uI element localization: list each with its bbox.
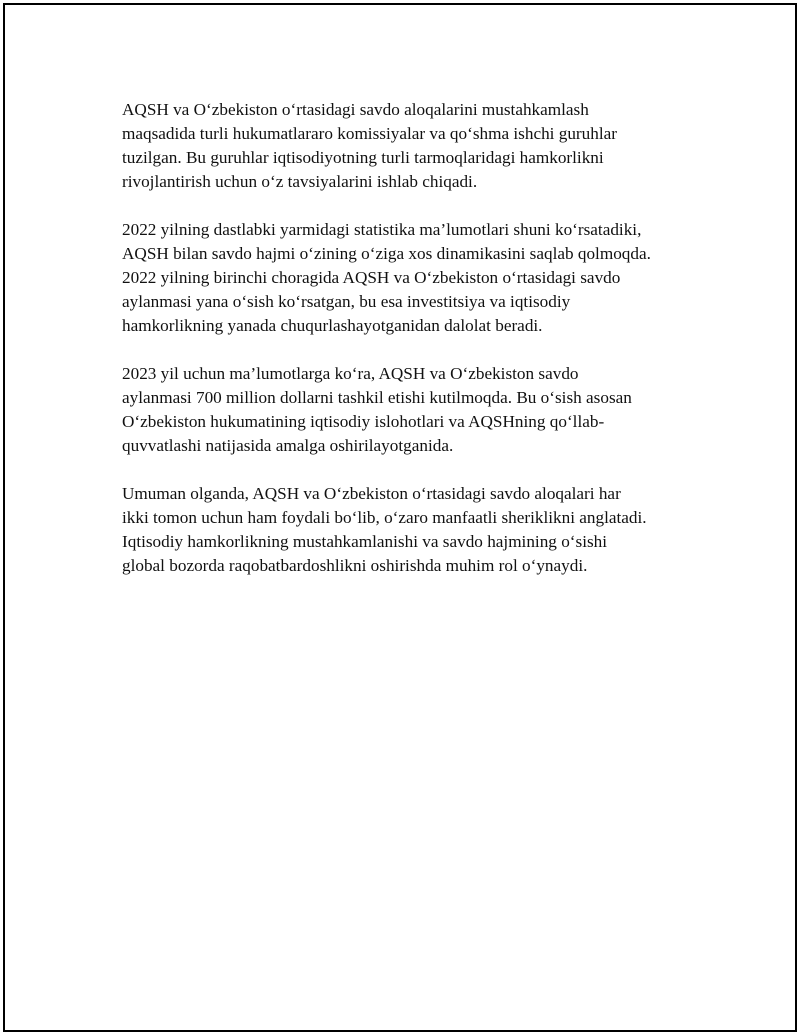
paragraph-line: Iqtisodiy hamkorlikning mustahkamlanishi va savdo hajmining o‘sishi	[122, 532, 608, 551]
paragraph-line: Umuman olganda, AQSH va O‘zbekiston o‘rtasidagi savdo aloqalari har	[122, 484, 621, 503]
paragraph-line: 2022 yilning dastlabki yarmidagi statistika ma’lumotlari shuni ko‘rsatadiki,	[122, 220, 642, 239]
paragraph-3	[122, 362, 712, 458]
paragraph-line: aylanmasi yana o‘sish ko‘rsatgan, bu esa investitsiya va iqtisodiy	[122, 292, 571, 311]
paragraph-line: O‘zbekiston hukumatining iqtisodiy islohotlari va AQSHning qo‘llab-	[122, 412, 605, 431]
paragraph-line: maqsadida turli hukumatlararo komissiyalar va qo‘shma ishchi guruhlar	[122, 124, 617, 143]
paragraph-line: hamkorlikning yanada chuqurlashayotganidan dalolat beradi.	[122, 316, 543, 335]
paragraph-2	[122, 218, 712, 338]
page-frame	[3, 3, 797, 1032]
paragraph-line: quvvatlashi natijasida amalga oshirilayotganida.	[122, 436, 454, 455]
paragraph-line: AQSH bilan savdo hajmi o‘zining o‘ziga xos dinamikasini saqlab qolmoqda.	[122, 244, 651, 263]
paragraph-line: tuzilgan. Bu guruhlar iqtisodiyotning turli tarmoqlaridagi hamkorlikni	[122, 148, 604, 167]
paragraph-line: ikki tomon uchun ham foydali bo‘lib, o‘zaro manfaatli sheriklikni anglatadi.	[122, 508, 647, 527]
paragraph-line: 2022 yilning birinchi choragida AQSH va O‘zbekiston o‘rtasidagi savdo	[122, 268, 621, 287]
paragraph-line: aylanmasi 700 million dollarni tashkil etishi kutilmoqda. Bu o‘sish asosan	[122, 388, 632, 407]
paragraph-4	[122, 482, 712, 578]
paragraph-1	[122, 98, 712, 194]
paragraph-line: global bozorda raqobatbardoshlikni oshirishda muhim rol o‘ynaydi.	[122, 556, 588, 575]
document-body	[122, 98, 712, 602]
paragraph-line: AQSH va O‘zbekiston o‘rtasidagi savdo aloqalarini mustahkamlash	[122, 100, 589, 119]
paragraph-line: rivojlantirish uchun o‘z tavsiyalarini ishlab chiqadi.	[122, 172, 478, 191]
paragraph-line: 2023 yil uchun ma’lumotlarga ko‘ra, AQSH va O‘zbekiston savdo	[122, 364, 579, 383]
